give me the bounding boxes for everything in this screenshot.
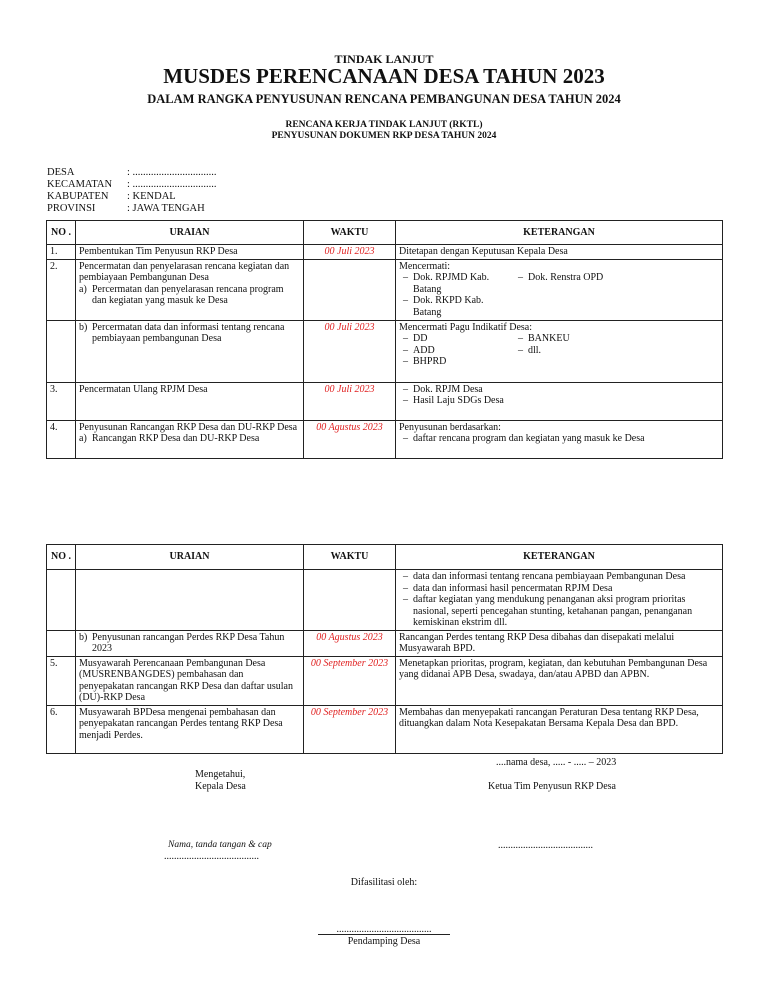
ket-dash-item: – BHPRD <box>403 356 447 367</box>
row-no <box>47 630 76 656</box>
table-row <box>47 320 723 382</box>
identity-value: : ................................ <box>127 167 217 178</box>
row-uraian: Pembentukan Tim Penyusun RKP Desa <box>76 245 304 260</box>
doc-subtitle: DALAM RANGKA PENYUSUNAN RENCANA PEMBANGUNAN DESA TAHUN 2024 <box>147 92 621 106</box>
header-no: NO . <box>47 221 76 245</box>
identity-label: PROVINSI <box>47 203 96 214</box>
uraian-sub-item <box>79 284 300 307</box>
ket-dash-item: – Hasil Laju SDGs Desa <box>403 395 504 406</box>
row-no: 4. <box>47 420 76 458</box>
identity-label: DESA <box>47 167 75 178</box>
ket-title: Mencermati Pagu Indikatif Desa: <box>399 321 533 333</box>
row-waktu <box>304 570 396 631</box>
ket-dash-item: – Dok. Renstra OPD <box>518 272 604 283</box>
table-row <box>47 630 723 656</box>
ket-dash-item: – Dok. RPJMD Kab. Batang <box>403 272 490 295</box>
signature-note: Nama, tanda tangan & cap <box>168 840 272 850</box>
rktl-title: RENCANA KERJA TINDAK LANJUT (RKTL) <box>285 120 483 130</box>
row-waktu: 00 September 2023 <box>304 656 396 705</box>
rktl-subtitle: PENYUSUNAN DOKUMEN RKP DESA TAHUN 2024 <box>271 131 497 141</box>
row-uraian <box>76 570 304 631</box>
sub-marker: a) <box>79 433 87 444</box>
row-keterangan: Rancangan Perdes tentang RKP Desa dibahas dan disepakati melalui Musyawarah BPD. <box>396 630 723 656</box>
row-no: 1. <box>47 245 76 260</box>
identity-value: : ................................ <box>127 179 217 190</box>
identity-kecamatan <box>47 179 217 191</box>
table-row <box>47 259 723 320</box>
header-keterangan: KETERANGAN <box>396 221 723 245</box>
identity-provinsi <box>47 203 205 215</box>
row-no: 2. <box>47 259 76 320</box>
ket-dash-item: – Dok. RPJM Desa <box>403 383 483 395</box>
ket-dash-item: – data dan informasi hasil pencermatan RPJM Desa <box>403 582 613 594</box>
uraian-sub-item <box>79 433 300 445</box>
table-row <box>47 570 723 631</box>
table-header-row <box>47 545 723 570</box>
row-waktu: 00 September 2023 <box>304 705 396 753</box>
row-uraian: Pencermatan Ulang RPJM Desa <box>76 382 304 420</box>
row-keterangan <box>396 259 723 320</box>
header-uraian: URAIAN <box>76 545 304 570</box>
row-waktu: 00 Juli 2023 <box>304 245 396 260</box>
table-row <box>47 245 723 260</box>
identity-label: KABUPATEN <box>47 191 109 202</box>
ket-columns <box>399 272 719 318</box>
ket-dash-item: – Dok. RKPD Kab. Batang <box>403 295 484 318</box>
row-waktu: 00 Juli 2023 <box>304 382 396 420</box>
sub-text: Percermatan dan penyelarasan rencana program dan kegiatan yang masuk ke Desa <box>92 283 284 306</box>
rktl-table-1 <box>46 220 723 459</box>
identity-desa <box>47 167 217 179</box>
row-uraian <box>76 320 304 382</box>
table-row <box>47 420 723 458</box>
row-waktu: 00 Agustus 2023 <box>304 420 396 458</box>
row-no: 6. <box>47 705 76 753</box>
row-keterangan <box>396 382 723 420</box>
facilitated-by-label: Difasilitasi oleh: <box>350 877 418 888</box>
center-underline <box>318 934 450 935</box>
right-signer-title: Ketua Tim Penyusun RKP Desa <box>488 781 616 792</box>
ket-dash-item: – dll. <box>518 344 542 356</box>
row-keterangan <box>396 320 723 382</box>
sub-text: Rancangan RKP Desa dan DU-RKP Desa <box>92 433 260 444</box>
row-no <box>47 320 76 382</box>
identity-label: KECAMATAN <box>47 179 113 190</box>
ket-dash-item: – daftar rencana program dan kegiatan yang masuk ke Desa <box>403 433 645 444</box>
table-row <box>47 705 723 753</box>
header-uraian: URAIAN <box>76 221 304 245</box>
ket-dash-item: – data dan informasi tentang rencana pembiayaan Pembangunan Desa <box>403 571 686 582</box>
row-keterangan: Membahas dan menyepakati rancangan Peraturan Desa tentang RKP Desa, dituangkan dalam Nota Kesepakatan Bersama Kepala Desa dan BPD. <box>396 705 723 753</box>
row-no: 3. <box>47 382 76 420</box>
rktl-table-2 <box>46 544 723 754</box>
uraian-sub-item <box>79 632 300 655</box>
ket-dash-item: – DD <box>403 333 428 344</box>
table-header-row <box>47 221 723 245</box>
uraian-sub-item <box>79 322 300 345</box>
table-row <box>47 382 723 420</box>
place-date: ....nama desa, ..... - ..... – 2023 <box>496 757 617 768</box>
row-waktu: 00 Juli 2023 <box>304 320 396 382</box>
sub-marker: b) <box>79 321 88 333</box>
row-no <box>47 570 76 631</box>
row-no: 5. <box>47 656 76 705</box>
ket-dash-item: – ADD <box>403 344 435 356</box>
sub-text: Percermatan data dan informasi tentang rencana pembiayaan pembangunan Desa <box>92 321 285 344</box>
center-signer-title: Pendamping Desa <box>347 936 421 947</box>
sub-marker: a) <box>79 283 87 295</box>
header-keterangan: KETERANGAN <box>396 545 723 570</box>
row-waktu <box>304 259 396 320</box>
sub-marker: b) <box>79 631 88 643</box>
row-uraian <box>76 420 304 458</box>
row-waktu: 00 Agustus 2023 <box>304 630 396 656</box>
header-waktu: WAKTU <box>304 221 396 245</box>
identity-value: : JAWA TENGAH <box>127 203 205 214</box>
row-keterangan: Ditetapan dengan Keputusan Kepala Desa <box>396 245 723 260</box>
row-keterangan <box>396 570 723 631</box>
left-signer-label: Mengetahui, <box>195 769 246 780</box>
identity-kabupaten <box>47 191 176 203</box>
ket-dash-item: – daftar kegiatan yang mendukung penanganan aksi program prioritas nasional, seperti pencegahan stunting, ketahanan pangan, penanganan kemiskinan ekstrim dll. <box>403 594 693 628</box>
header-no: NO . <box>47 545 76 570</box>
left-signer-title: Kepala Desa <box>195 781 246 792</box>
right-signature-line: ...................................... <box>498 840 593 851</box>
doc-title-tindak-lanjut: TINDAK LANJUT <box>334 52 434 66</box>
ket-dash-item: – BANKEU <box>518 333 570 344</box>
row-keterangan: Menetapkan prioritas, program, kegiatan, dan kebutuhan Pembangunan Desa yang didanai APB Desa, swadaya, dan/atau APBD dan APBN. <box>396 656 723 705</box>
row-uraian <box>76 259 304 320</box>
row-uraian <box>76 630 304 656</box>
left-signature-line: ...................................... <box>164 851 259 862</box>
center-signature-line: ...................................... <box>336 924 432 935</box>
uraian-main: Pencermatan dan penyelarasan rencana kegiatan dan pembiayaan Pembangunan Desa <box>79 260 290 283</box>
sub-text: Penyusunan rancangan Perdes RKP Desa Tahun 2023 <box>92 631 285 654</box>
ket-title: Penyusunan berdasarkan: <box>399 421 501 433</box>
ket-columns <box>399 333 719 368</box>
doc-title-main: MUSDES PERENCANAAN DESA TAHUN 2023 <box>163 64 605 88</box>
row-uraian: Musyawarah Perencanaan Pembangunan Desa (MUSRENBANGDES) pembahasan dan penyepakatan rancangan RKP Desa dan daftar usulan (DU)-RKP Desa <box>76 656 304 705</box>
identity-value: : KENDAL <box>127 191 176 202</box>
ket-title: Mencermati: <box>399 260 451 272</box>
row-keterangan <box>396 420 723 458</box>
header-waktu: WAKTU <box>304 545 396 570</box>
uraian-main: Penyusunan Rancangan RKP Desa dan DU-RKP Desa <box>79 421 298 433</box>
row-uraian: Musyawarah BPDesa mengenai pembahasan dan penyepakatan rancangan Perdes tentang RKP Desa menjadi Perdes. <box>76 705 304 753</box>
table-row <box>47 656 723 705</box>
